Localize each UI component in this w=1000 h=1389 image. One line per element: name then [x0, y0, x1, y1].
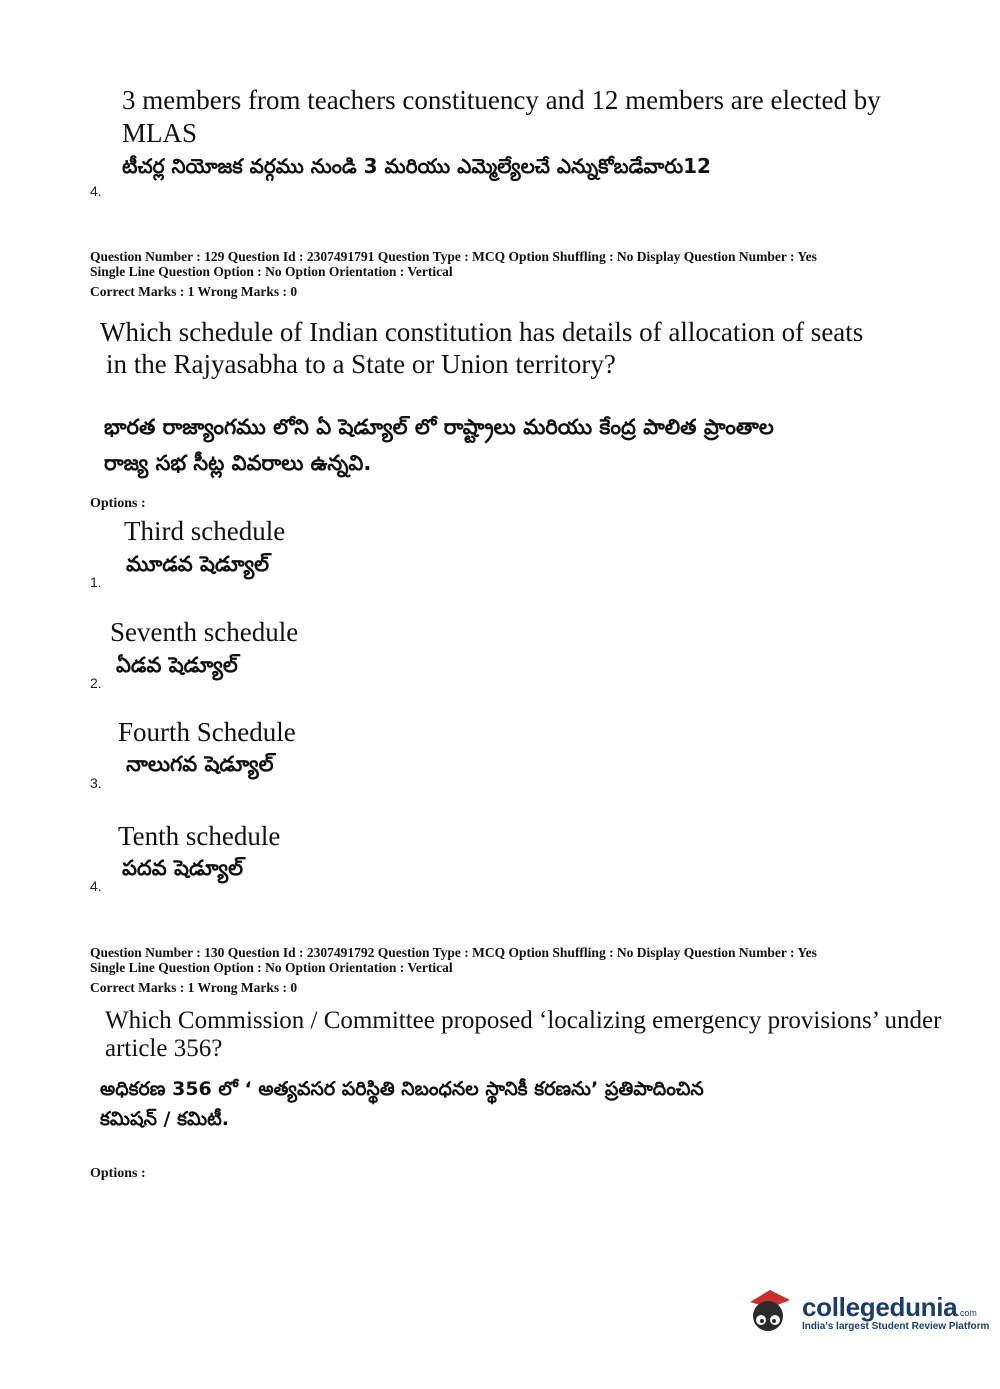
q129-meta-line1: Question Number : 129 Question Id : 2307491791 Question Type : MCQ Option Shuffling : No Display Question Number : Yes [90, 249, 817, 264]
q129-option3-telugu: నాలుగవ షెడ్యూల్ [126, 752, 274, 776]
q129-option1-english[interactable]: Third schedule [124, 516, 286, 546]
q130-options-label: Options : [90, 1166, 146, 1181]
q129-option4-english[interactable]: Tenth schedule [118, 821, 281, 851]
logo-tagline: India's largest Student Review Platform [802, 1321, 990, 1332]
q129-meta-line3: Correct Marks : 1 Wrong Marks : 0 [90, 284, 298, 299]
q129-option4-telugu: పదవ షెడ్యూల్ [122, 856, 244, 880]
logo-domain-suffix: .com [957, 1308, 977, 1318]
q129-option1-number: 1. [90, 574, 102, 590]
prev-option4-telugu: టీచర్ల నియోజక వర్గము నుండి 3 మరియు ఎమ్మెల్యేలచే ఎన్నుకోబడేవారు12 [122, 154, 711, 178]
prev-option4-number: 4. [90, 183, 102, 199]
q130-telugu-line1: అధికరణ 356 లో ‘ అత్యవసర పరిస్థితి నిబంధనల స్థానికీ కరణను’ ప్రతిపాదించిన [100, 1078, 704, 1100]
logo-brand: collegedunia [802, 1292, 958, 1322]
q130-meta-line3: Correct Marks : 1 Wrong Marks : 0 [90, 980, 298, 995]
q130-english-line2: article 356? [105, 1035, 223, 1062]
mascot-icon [740, 1284, 796, 1340]
q129-option2-number: 2. [90, 675, 102, 691]
q129-option2-english[interactable]: Seventh schedule [110, 617, 299, 647]
q129-telugu-line1: భారత రాజ్యాంగము లోని ఏ షెడ్యూల్ లో రాష్ట్రాలు మరియు కేంద్ర పాలిత ప్రాంతాల [104, 415, 774, 439]
q130-meta-line1: Question Number : 130 Question Id : 2307491792 Question Type : MCQ Option Shuffling : No Display Question Number : Yes [90, 945, 817, 960]
q129-telugu-line2: రాజ్య సభ సీట్ల వివరాలు ఉన్నవి. [104, 451, 372, 475]
prev-option4-english-line2: MLAS [122, 118, 198, 148]
q129-option4-number: 4. [90, 878, 102, 894]
q130-english-line1: Which Commission / Committee proposed ‘localizing emergency provisions’ under [105, 1007, 942, 1034]
q129-option3-number: 3. [90, 775, 102, 791]
q129-option1-telugu: మూడవ షెడ్యూల్ [126, 552, 270, 576]
q130-telugu-line2: కమిషన్ / కమిటీ. [100, 1108, 229, 1130]
q129-english-line1: Which schedule of Indian constitution has details of allocation of seats [100, 317, 864, 347]
collegedunia-logo [740, 1284, 989, 1340]
q130-meta-line2: Single Line Question Option : No Option Orientation : Vertical [90, 960, 453, 975]
q129-options-label: Options : [90, 496, 146, 511]
q129-english-line2: in the Rajyasabha to a State or Union territory? [106, 349, 616, 379]
q129-meta-line2: Single Line Question Option : No Option Orientation : Vertical [90, 264, 453, 279]
prev-option4-english-line1: 3 members from teachers constituency and 12 members are elected by [122, 85, 881, 115]
q129-option2-telugu: ఏడవ షెడ్యూల్ [116, 653, 238, 677]
q129-option3-english[interactable]: Fourth Schedule [118, 717, 296, 747]
